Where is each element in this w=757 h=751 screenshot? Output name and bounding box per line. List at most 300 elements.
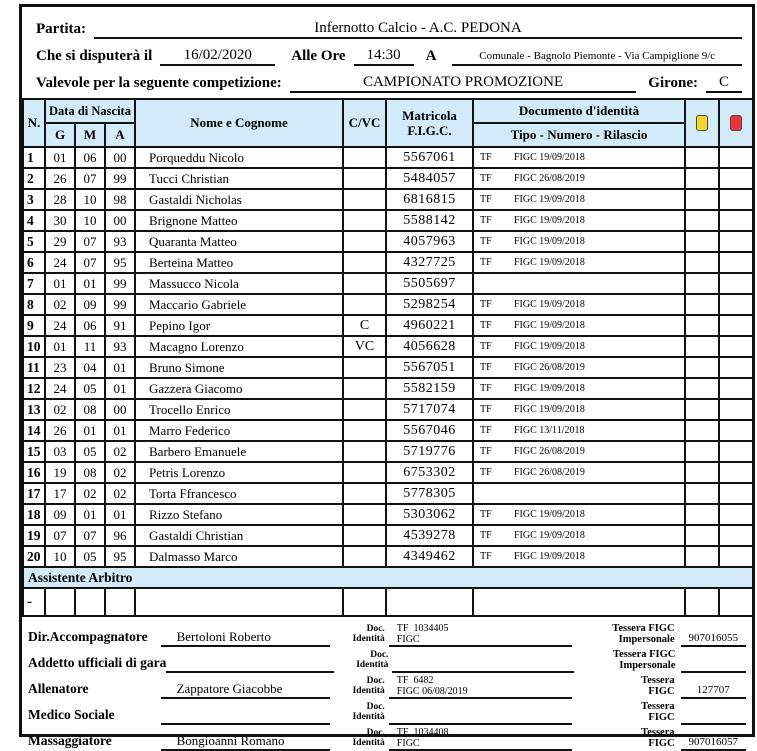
player-matricola: 5567046 bbox=[386, 420, 473, 441]
player-name: Brignone Matteo bbox=[135, 210, 343, 231]
player-birth-month: 07 bbox=[75, 252, 105, 273]
player-number: 3 bbox=[23, 189, 45, 210]
player-birth-day: 01 bbox=[45, 336, 75, 357]
col-header-red-card bbox=[719, 99, 753, 147]
player-birth-day: 17 bbox=[45, 483, 75, 504]
player-birth-month: 08 bbox=[75, 399, 105, 420]
official-doc-field: TF 1034408 FIGC bbox=[389, 728, 573, 751]
col-header-name: Nome e Cognome bbox=[135, 99, 343, 147]
official-name-field: Bertoloni Roberto bbox=[161, 629, 330, 647]
col-header-year: A bbox=[105, 123, 135, 147]
player-name: Tucci Christian bbox=[135, 168, 343, 189]
col-header-document: Documento d'identità bbox=[473, 99, 685, 123]
player-birth-day: 29 bbox=[45, 231, 75, 252]
date-value: 16/02/2020 bbox=[160, 46, 275, 66]
player-captain-flag bbox=[343, 462, 386, 483]
player-birth-year: 01 bbox=[105, 357, 135, 378]
player-birth-day: 01 bbox=[45, 147, 75, 168]
player-birth-day: 01 bbox=[45, 273, 75, 294]
player-yellow-card-cell bbox=[685, 483, 719, 504]
player-birth-year: 95 bbox=[105, 252, 135, 273]
player-birth-year: 01 bbox=[105, 504, 135, 525]
official-doc-label: Doc. Identità bbox=[352, 702, 385, 722]
official-tessera-label: Tessera FIGC Impersonale bbox=[612, 623, 675, 645]
player-birth-month: 06 bbox=[75, 315, 105, 336]
assistant-year-cell bbox=[105, 588, 135, 616]
roster-table bbox=[22, 98, 754, 617]
player-yellow-card-cell bbox=[685, 252, 719, 273]
player-birth-year: 99 bbox=[105, 168, 135, 189]
player-captain-flag bbox=[343, 420, 386, 441]
player-birth-day: 26 bbox=[45, 420, 75, 441]
player-birth-month: 04 bbox=[75, 357, 105, 378]
player-document: TF FIGC 19/09/2018 bbox=[473, 147, 685, 168]
player-captain-flag bbox=[343, 525, 386, 546]
player-birth-month: 07 bbox=[75, 525, 105, 546]
official-role-label: Dir.Accompagnatore bbox=[28, 629, 148, 644]
player-red-card-cell bbox=[719, 252, 753, 273]
player-birth-year: 98 bbox=[105, 189, 135, 210]
player-row bbox=[23, 189, 753, 210]
player-birth-year: 96 bbox=[105, 525, 135, 546]
official-doc-label: Doc. Identità bbox=[356, 650, 389, 670]
roster-body bbox=[23, 147, 753, 567]
player-captain-flag: VC bbox=[343, 336, 386, 357]
player-number: 4 bbox=[23, 210, 45, 231]
player-row bbox=[23, 336, 753, 357]
player-birth-day: 03 bbox=[45, 441, 75, 462]
player-red-card-cell bbox=[719, 231, 753, 252]
player-birth-month: 05 bbox=[75, 441, 105, 462]
official-role-label: Massaggiatore bbox=[28, 733, 112, 748]
player-red-card-cell bbox=[719, 525, 753, 546]
player-birth-year: 02 bbox=[105, 441, 135, 462]
player-row bbox=[23, 294, 753, 315]
player-captain-flag bbox=[343, 273, 386, 294]
official-tessera-number-field bbox=[681, 723, 746, 725]
official-tessera-number-field: 127707 bbox=[681, 683, 746, 699]
player-yellow-card-cell bbox=[685, 546, 719, 567]
player-row bbox=[23, 231, 753, 252]
player-yellow-card-cell bbox=[685, 189, 719, 210]
player-birth-day: 02 bbox=[45, 399, 75, 420]
player-birth-day: 19 bbox=[45, 462, 75, 483]
player-red-card-cell bbox=[719, 147, 753, 168]
player-name: Barbero Emanuele bbox=[135, 441, 343, 462]
player-red-card-cell bbox=[719, 483, 753, 504]
partita-label: Partita: bbox=[36, 21, 86, 37]
player-birth-year: 93 bbox=[105, 336, 135, 357]
player-matricola: 5588142 bbox=[386, 210, 473, 231]
player-red-card-cell bbox=[719, 315, 753, 336]
player-yellow-card-cell bbox=[685, 147, 719, 168]
player-birth-day: 28 bbox=[45, 189, 75, 210]
player-birth-year: 00 bbox=[105, 399, 135, 420]
player-yellow-card-cell bbox=[685, 273, 719, 294]
player-number: 2 bbox=[23, 168, 45, 189]
player-matricola: 4327725 bbox=[386, 252, 473, 273]
player-birth-year: 00 bbox=[105, 210, 135, 231]
player-number: 19 bbox=[23, 525, 45, 546]
player-red-card-cell bbox=[719, 378, 753, 399]
player-birth-year: 99 bbox=[105, 294, 135, 315]
player-name: Marro Federico bbox=[135, 420, 343, 441]
player-name: Gazzera Giacomo bbox=[135, 378, 343, 399]
player-number: 10 bbox=[23, 336, 45, 357]
player-captain-flag bbox=[343, 168, 386, 189]
player-matricola: 4960221 bbox=[386, 315, 473, 336]
player-matricola: 5778305 bbox=[386, 483, 473, 504]
player-document: TF FIGC 13/11/2018 bbox=[473, 420, 685, 441]
assistant-referee-band bbox=[23, 567, 753, 588]
player-row bbox=[23, 462, 753, 483]
partita-value: Infernotto Calcio - A.C. PEDONA bbox=[94, 19, 742, 39]
player-birth-day: 24 bbox=[45, 378, 75, 399]
player-name: Petris Lorenzo bbox=[135, 462, 343, 483]
player-red-card-cell bbox=[719, 273, 753, 294]
player-red-card-cell bbox=[719, 210, 753, 231]
col-header-day: G bbox=[45, 123, 75, 147]
player-birth-year: 95 bbox=[105, 546, 135, 567]
player-red-card-cell bbox=[719, 336, 753, 357]
player-birth-day: 24 bbox=[45, 252, 75, 273]
player-matricola: 5717074 bbox=[386, 399, 473, 420]
player-document: TF FIGC 19/09/2018 bbox=[473, 210, 685, 231]
player-document: TF FIGC 19/09/2018 bbox=[473, 378, 685, 399]
player-yellow-card-cell bbox=[685, 462, 719, 483]
player-document: TF FIGC 19/09/2018 bbox=[473, 525, 685, 546]
player-matricola: 4539278 bbox=[386, 525, 473, 546]
player-yellow-card-cell bbox=[685, 315, 719, 336]
player-name: Trocello Enrico bbox=[135, 399, 343, 420]
player-captain-flag bbox=[343, 210, 386, 231]
player-name: Berteina Matteo bbox=[135, 252, 343, 273]
player-yellow-card-cell bbox=[685, 399, 719, 420]
competition-value: CAMPIONATO PROMOZIONE bbox=[290, 73, 636, 93]
girone-label: Girone: bbox=[648, 75, 698, 91]
player-row bbox=[23, 420, 753, 441]
player-birth-year: 02 bbox=[105, 483, 135, 504]
player-red-card-cell bbox=[719, 504, 753, 525]
player-row bbox=[23, 525, 753, 546]
player-birth-year: 91 bbox=[105, 315, 135, 336]
player-birth-month: 07 bbox=[75, 168, 105, 189]
player-birth-month: 08 bbox=[75, 462, 105, 483]
player-captain-flag bbox=[343, 189, 386, 210]
player-matricola: 6816815 bbox=[386, 189, 473, 210]
player-matricola: 5719776 bbox=[386, 441, 473, 462]
player-birth-month: 07 bbox=[75, 231, 105, 252]
player-red-card-cell bbox=[719, 168, 753, 189]
official-tessera-number-field bbox=[681, 671, 746, 673]
player-document: TF FIGC 19/09/2018 bbox=[473, 399, 685, 420]
assistant-cvc-cell bbox=[343, 588, 386, 616]
official-name-field bbox=[166, 671, 333, 673]
official-tessera-label: Tessera FIGC bbox=[641, 675, 675, 697]
player-number: 1 bbox=[23, 147, 45, 168]
player-row bbox=[23, 273, 753, 294]
player-document: TF FIGC 26/08/2019 bbox=[473, 462, 685, 483]
official-name-field bbox=[161, 723, 330, 725]
player-number: 7 bbox=[23, 273, 45, 294]
official-tessera-label: Tessera FIGC bbox=[641, 701, 675, 723]
player-yellow-card-cell bbox=[685, 168, 719, 189]
player-row bbox=[23, 378, 753, 399]
match-title-line bbox=[36, 13, 742, 39]
girone-value: C bbox=[706, 73, 742, 93]
player-name: Quaranta Matteo bbox=[135, 231, 343, 252]
player-yellow-card-cell bbox=[685, 378, 719, 399]
player-birth-month: 09 bbox=[75, 294, 105, 315]
player-matricola: 5567061 bbox=[386, 147, 473, 168]
player-number: 9 bbox=[23, 315, 45, 336]
player-name: Torta Ffrancesco bbox=[135, 483, 343, 504]
player-red-card-cell bbox=[719, 546, 753, 567]
player-captain-flag bbox=[343, 441, 386, 462]
official-name-field: Bongioanni Romano bbox=[161, 733, 330, 751]
assistant-matricola-cell bbox=[386, 588, 473, 616]
player-row bbox=[23, 441, 753, 462]
assistant-name-cell bbox=[135, 588, 343, 616]
official-row bbox=[28, 647, 746, 673]
player-name: Gastaldi Nicholas bbox=[135, 189, 343, 210]
player-captain-flag bbox=[343, 252, 386, 273]
player-document: TF FIGC 19/09/2018 bbox=[473, 294, 685, 315]
yellow-card-icon bbox=[696, 115, 708, 131]
assistant-number-cell: - bbox=[23, 588, 45, 616]
player-row bbox=[23, 504, 753, 525]
player-row bbox=[23, 168, 753, 189]
player-document: TF FIGC 19/09/2018 bbox=[473, 315, 685, 336]
player-row bbox=[23, 210, 753, 231]
player-yellow-card-cell bbox=[685, 336, 719, 357]
player-birth-month: 01 bbox=[75, 273, 105, 294]
player-number: 12 bbox=[23, 378, 45, 399]
player-number: 15 bbox=[23, 441, 45, 462]
player-yellow-card-cell bbox=[685, 504, 719, 525]
player-row bbox=[23, 315, 753, 336]
player-document bbox=[473, 483, 685, 504]
player-yellow-card-cell bbox=[685, 231, 719, 252]
player-birth-month: 02 bbox=[75, 483, 105, 504]
official-tessera-number-field: 907016057 bbox=[681, 735, 746, 751]
assistant-red-cell bbox=[719, 588, 753, 616]
assistant-document-cell bbox=[473, 588, 685, 616]
player-red-card-cell bbox=[719, 357, 753, 378]
player-name: Dalmasso Marco bbox=[135, 546, 343, 567]
player-birth-day: 30 bbox=[45, 210, 75, 231]
player-matricola: 6753302 bbox=[386, 462, 473, 483]
player-birth-month: 10 bbox=[75, 189, 105, 210]
player-document: TF FIGC 19/09/2018 bbox=[473, 252, 685, 273]
officials-section bbox=[22, 617, 752, 751]
player-name: Porqueddu Nicolo bbox=[135, 147, 343, 168]
player-captain-flag bbox=[343, 357, 386, 378]
player-document: TF FIGC 19/09/2018 bbox=[473, 231, 685, 252]
player-matricola: 5567051 bbox=[386, 357, 473, 378]
player-captain-flag bbox=[343, 399, 386, 420]
official-row bbox=[28, 621, 746, 647]
official-row bbox=[28, 673, 746, 699]
player-birth-month: 05 bbox=[75, 546, 105, 567]
competition-line bbox=[36, 67, 742, 93]
player-captain-flag bbox=[343, 378, 386, 399]
date-label: Che si disputerà il bbox=[36, 48, 153, 64]
col-header-matricola: Matricola F.I.G.C. bbox=[386, 99, 473, 147]
player-number: 18 bbox=[23, 504, 45, 525]
player-document: TF FIGC 19/09/2018 bbox=[473, 546, 685, 567]
player-captain-flag bbox=[343, 483, 386, 504]
player-name: Macagno Lorenzo bbox=[135, 336, 343, 357]
player-red-card-cell bbox=[719, 462, 753, 483]
player-matricola: 5298254 bbox=[386, 294, 473, 315]
player-name: Massucco Nicola bbox=[135, 273, 343, 294]
player-red-card-cell bbox=[719, 420, 753, 441]
player-matricola: 5303062 bbox=[386, 504, 473, 525]
official-tessera-label: Tessera FIGC Impersonale bbox=[613, 649, 676, 671]
official-doc-field: TF 6482 FIGC 06/08/2019 bbox=[389, 676, 573, 699]
player-document: TF FIGC 19/09/2018 bbox=[473, 504, 685, 525]
player-yellow-card-cell bbox=[685, 525, 719, 546]
player-captain-flag bbox=[343, 147, 386, 168]
player-matricola: 4056628 bbox=[386, 336, 473, 357]
player-captain-flag bbox=[343, 231, 386, 252]
player-birth-day: 26 bbox=[45, 168, 75, 189]
player-captain-flag bbox=[343, 504, 386, 525]
official-doc-label: Doc. Identità bbox=[352, 676, 385, 696]
player-document bbox=[473, 273, 685, 294]
assistant-day-cell bbox=[45, 588, 75, 616]
player-captain-flag: C bbox=[343, 315, 386, 336]
official-doc-field bbox=[389, 713, 573, 726]
player-birth-month: 10 bbox=[75, 210, 105, 231]
player-matricola: 5484057 bbox=[386, 168, 473, 189]
player-yellow-card-cell bbox=[685, 441, 719, 462]
player-row bbox=[23, 147, 753, 168]
match-roster-sheet bbox=[19, 4, 755, 749]
player-birth-day: 02 bbox=[45, 294, 75, 315]
player-row bbox=[23, 399, 753, 420]
official-row bbox=[28, 699, 746, 725]
official-name-field: Zappatore Giacobbe bbox=[161, 681, 330, 699]
player-birth-year: 00 bbox=[105, 147, 135, 168]
player-birth-day: 24 bbox=[45, 315, 75, 336]
red-card-icon bbox=[730, 115, 742, 131]
official-tessera-number-field: 907016055 bbox=[681, 631, 746, 647]
time-value: 14:30 bbox=[354, 46, 414, 66]
official-row bbox=[28, 725, 746, 751]
player-number: 17 bbox=[23, 483, 45, 504]
assistant-yellow-cell bbox=[685, 588, 719, 616]
player-birth-month: 06 bbox=[75, 147, 105, 168]
competition-label: Valevole per la seguente competizione: bbox=[36, 75, 282, 91]
player-captain-flag bbox=[343, 546, 386, 567]
official-role-label: Allenatore bbox=[28, 681, 89, 696]
player-number: 8 bbox=[23, 294, 45, 315]
player-birth-day: 10 bbox=[45, 546, 75, 567]
assistant-referee-title: Assistente Arbitro bbox=[23, 567, 753, 588]
official-role-label: Medico Sociale bbox=[28, 707, 115, 722]
player-name: Bruno Simone bbox=[135, 357, 343, 378]
player-row bbox=[23, 483, 753, 504]
official-role-label: Addetto ufficiali di gara bbox=[28, 655, 167, 670]
player-yellow-card-cell bbox=[685, 294, 719, 315]
official-doc-field bbox=[392, 661, 574, 674]
col-header-month: M bbox=[75, 123, 105, 147]
player-name: Rizzo Stefano bbox=[135, 504, 343, 525]
col-header-doc-sub: Tipo - Numero - Rilascio bbox=[473, 123, 685, 147]
player-birth-month: 01 bbox=[75, 504, 105, 525]
player-number: 13 bbox=[23, 399, 45, 420]
player-number: 16 bbox=[23, 462, 45, 483]
player-name: Maccario Gabriele bbox=[135, 294, 343, 315]
player-number: 14 bbox=[23, 420, 45, 441]
player-matricola: 4057963 bbox=[386, 231, 473, 252]
col-header-cvc: C/VC bbox=[343, 99, 386, 147]
match-date-line bbox=[36, 40, 742, 66]
player-number: 11 bbox=[23, 357, 45, 378]
player-matricola: 5582159 bbox=[386, 378, 473, 399]
player-birth-month: 01 bbox=[75, 420, 105, 441]
player-birth-year: 99 bbox=[105, 273, 135, 294]
player-document: TF FIGC 19/09/2018 bbox=[473, 336, 685, 357]
player-document: TF FIGC 19/09/2018 bbox=[473, 189, 685, 210]
assistant-month-cell bbox=[75, 588, 105, 616]
player-red-card-cell bbox=[719, 441, 753, 462]
player-yellow-card-cell bbox=[685, 210, 719, 231]
player-row bbox=[23, 546, 753, 567]
col-header-birthdate: Data di Nascita bbox=[45, 99, 135, 123]
official-doc-label: Doc. Identità bbox=[352, 728, 385, 748]
official-tessera-label: Tessera FIGC bbox=[641, 727, 675, 749]
player-document: TF FIGC 26/08/2019 bbox=[473, 168, 685, 189]
match-header bbox=[22, 7, 752, 98]
player-birth-month: 11 bbox=[75, 336, 105, 357]
player-document: TF FIGC 26/08/2019 bbox=[473, 357, 685, 378]
player-number: 20 bbox=[23, 546, 45, 567]
player-red-card-cell bbox=[719, 294, 753, 315]
official-doc-label: Doc. Identità bbox=[352, 624, 385, 644]
player-yellow-card-cell bbox=[685, 420, 719, 441]
player-row bbox=[23, 252, 753, 273]
venue-value: Comunale - Bagnolo Piemonte - Via Campiglione 9/c bbox=[452, 49, 742, 66]
player-birth-year: 01 bbox=[105, 420, 135, 441]
col-header-yellow-card bbox=[685, 99, 719, 147]
player-number: 6 bbox=[23, 252, 45, 273]
player-captain-flag bbox=[343, 294, 386, 315]
player-document: TF FIGC 26/08/2019 bbox=[473, 441, 685, 462]
player-red-card-cell bbox=[719, 189, 753, 210]
official-doc-field: TF 1034405 FIGC bbox=[389, 624, 573, 647]
assistant-referee-row bbox=[23, 588, 753, 616]
player-matricola: 5505697 bbox=[386, 273, 473, 294]
player-number: 5 bbox=[23, 231, 45, 252]
at-label: A bbox=[425, 48, 437, 64]
player-row bbox=[23, 357, 753, 378]
player-birth-year: 02 bbox=[105, 462, 135, 483]
player-birth-day: 07 bbox=[45, 525, 75, 546]
player-birth-year: 93 bbox=[105, 231, 135, 252]
col-header-number: N. bbox=[23, 99, 45, 147]
player-birth-day: 23 bbox=[45, 357, 75, 378]
player-birth-year: 01 bbox=[105, 378, 135, 399]
player-birth-month: 05 bbox=[75, 378, 105, 399]
time-label: Alle Ore bbox=[291, 48, 346, 64]
player-matricola: 4349462 bbox=[386, 546, 473, 567]
player-birth-day: 09 bbox=[45, 504, 75, 525]
player-red-card-cell bbox=[719, 399, 753, 420]
player-name: Pepino Igor bbox=[135, 315, 343, 336]
